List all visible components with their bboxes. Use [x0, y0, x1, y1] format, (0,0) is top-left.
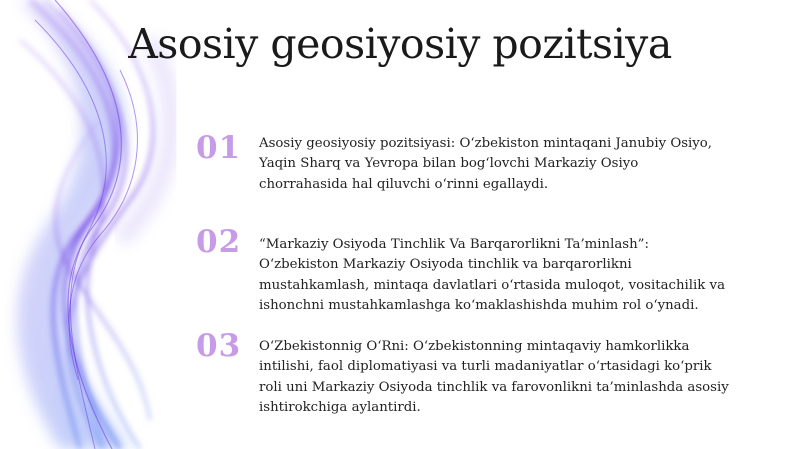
item-number: 03	[196, 328, 242, 364]
item-number: 02	[196, 224, 242, 260]
slide-title: Asosiy geosiyosiy pozitsiya	[128, 20, 672, 68]
item-text: “Markaziy Osiyoda Tinchlik Va Barqarorlikni Ta’minlash”: O‘zbekiston Markaziy Osiyoda tinchlik va barqarorlikni mustahkamlash, mintaqa davlatlari o‘rtasida muloqot, vositachilik va ishonchni mustahkamlashga ko‘maklashishda muhim rol o‘ynadi.	[259, 237, 726, 313]
item-text: Asosiy geosiyosiy pozitsiyasi: O‘zbekiston mintaqani Janubiy Osiyo, Yaqin Sharq va Yevropa bilan bog‘lovchi Markaziy Osiyo chorrahasida hal qiluvchi o‘rinni egallaydi.	[259, 136, 713, 192]
item-number: 01	[196, 130, 242, 166]
item-text: O‘Zbekistonnig O‘Rni: O‘zbekistonning mintaqaviy hamkorlikka intilishi, faol diplomatiyasi va turli madaniyatlar o‘rtasidagi ko‘prik roli uni Markaziy Osiyoda tinchlik va farovonlikni ta’minlashda asosiy ishtirokchiga aylantirdi.	[259, 339, 729, 415]
